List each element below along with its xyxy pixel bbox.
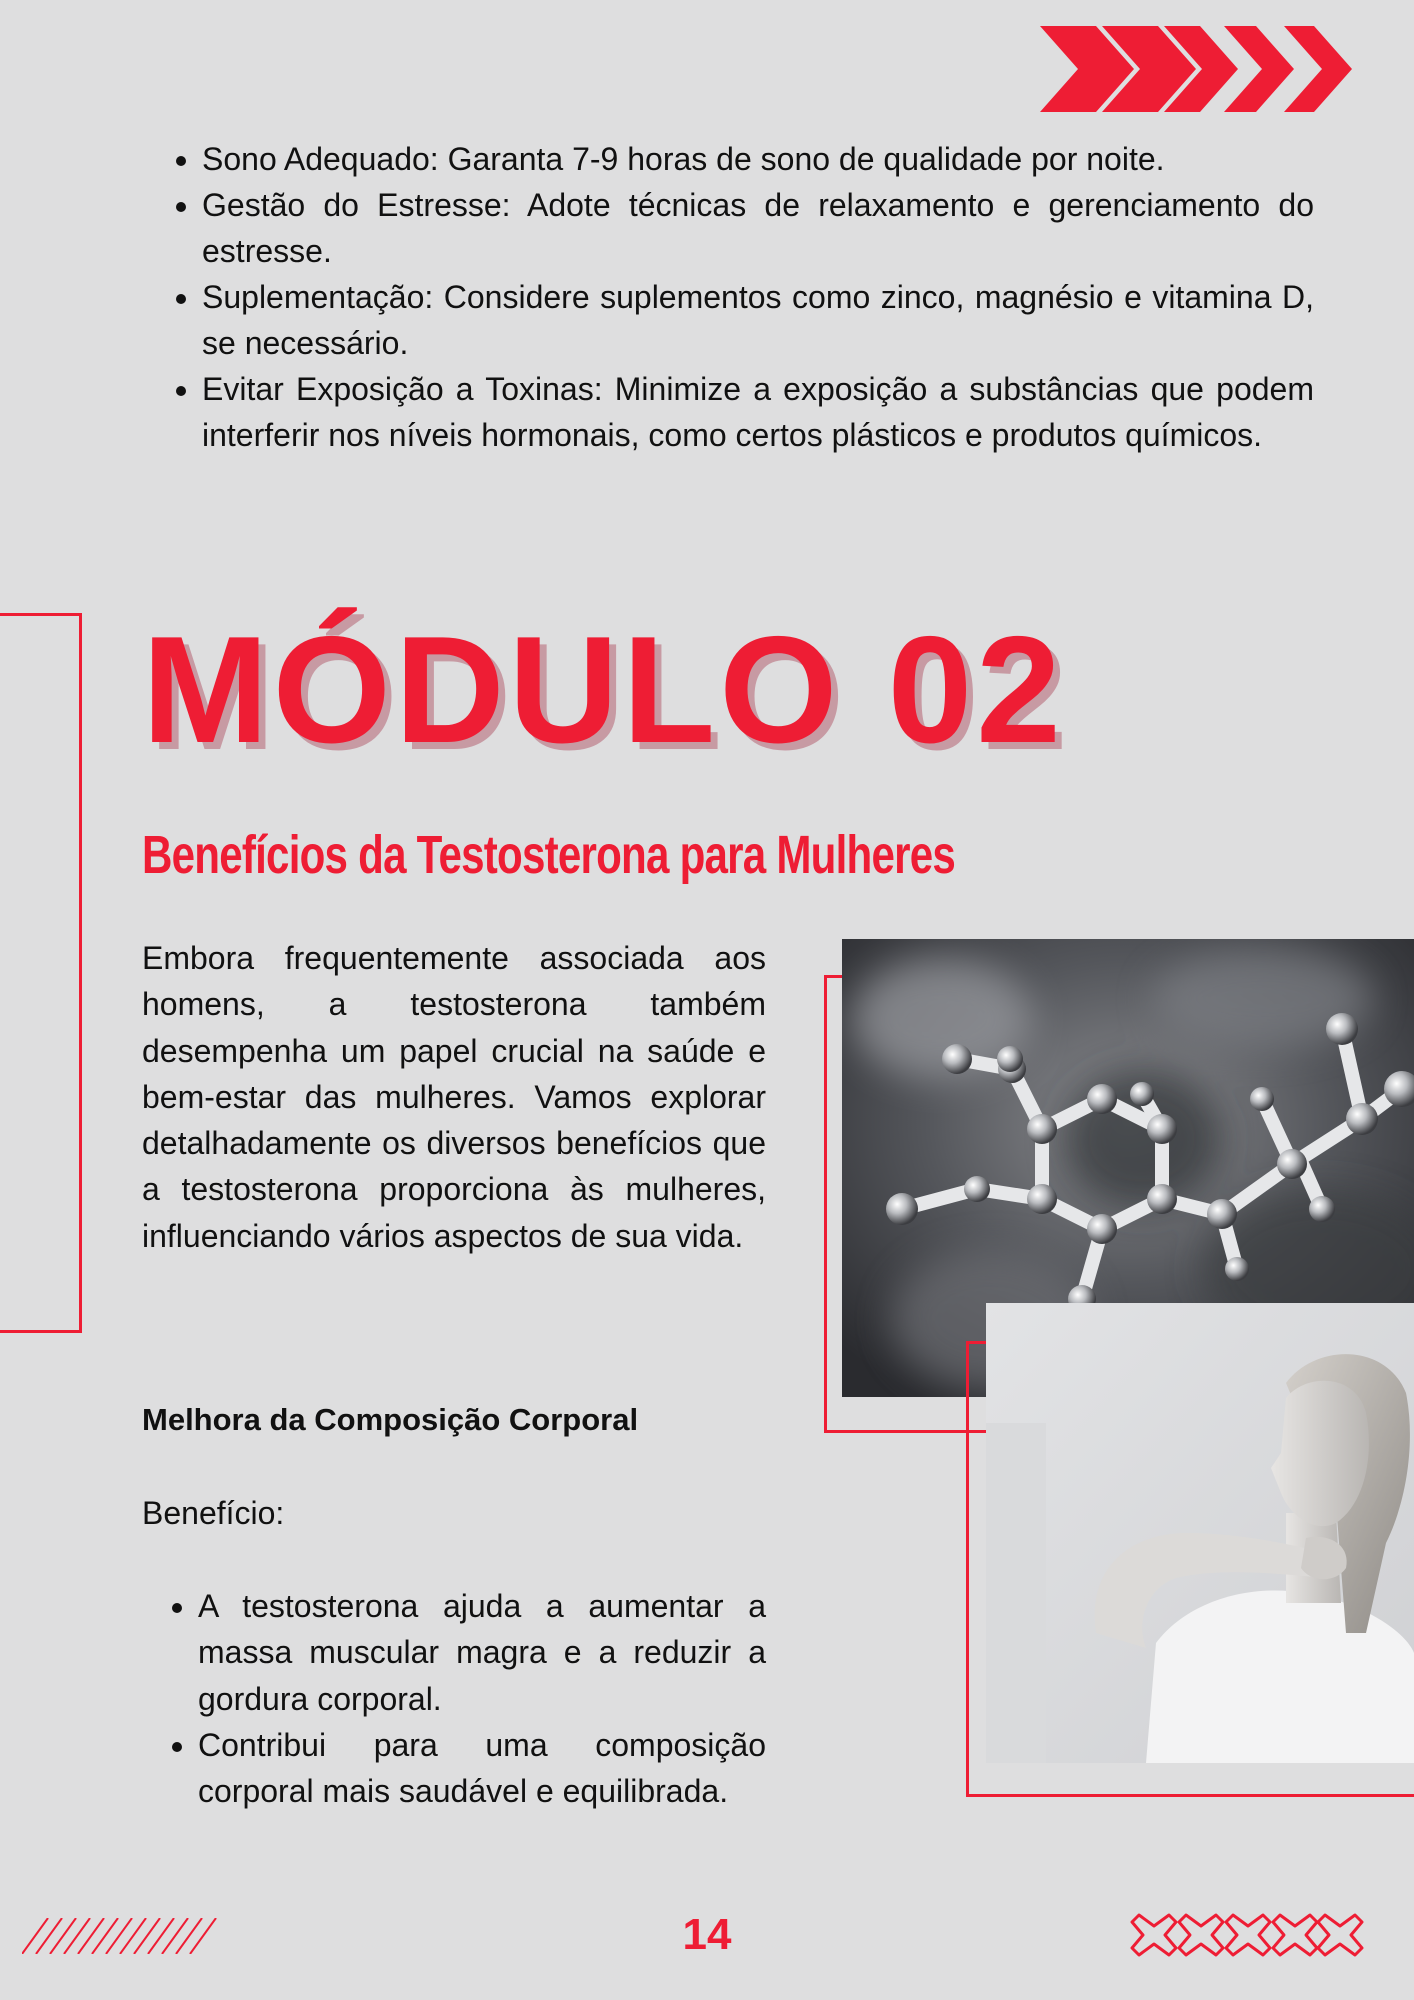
page-number: 14	[682, 1910, 732, 1959]
benefit-label: Benefício:	[142, 1495, 285, 1531]
top-bullet-list	[160, 136, 1314, 458]
list-item: • Sono Adequado: Garanta 7-9 horas de sono de qualidade por noite.	[202, 136, 1314, 182]
list-item: • Evitar Exposição a Toxinas: Minimize a exposição a substâncias que podem interferir nos níveis hormonais, como certos plásticos e produtos químicos.	[202, 366, 1314, 458]
module-subtitle: Benefícios da Testosterona para Mulheres	[142, 825, 956, 885]
list-item: • Contribui para uma composição corporal mais saudável e equilibrada.	[198, 1722, 766, 1815]
list-item: • Suplementação: Considere suplementos como zinco, magnésio e vitamina D, se necessário.	[202, 274, 1314, 366]
benefit-bullet-list	[156, 1583, 766, 1814]
list-item: • A testosterona ajuda a aumentar a massa muscular magra e a reduzir a gordura corporal.	[198, 1583, 766, 1722]
chevrons-decoration-icon	[1040, 26, 1380, 112]
intro-paragraph: Embora frequentemente associada aos homens, a testosterona também desempenha um papel crucial na saúde e bem-estar das mulheres. Vamos explorar detalhadamente os diversos benefícios que a testosterona proporciona às mulheres, influenciando vários aspectos de sua vida.	[142, 940, 766, 1254]
crosses-decoration-icon	[1128, 1912, 1364, 1958]
module-title: MÓDULO 02	[142, 605, 1065, 775]
section-heading: Melhora da Composição Corporal	[142, 1402, 639, 1437]
left-bracket-frame	[0, 613, 82, 1333]
woman-image	[986, 1303, 1414, 1763]
list-item: • Gestão do Estresse: Adote técnicas de relaxamento e gerenciamento do estresse.	[202, 182, 1314, 274]
